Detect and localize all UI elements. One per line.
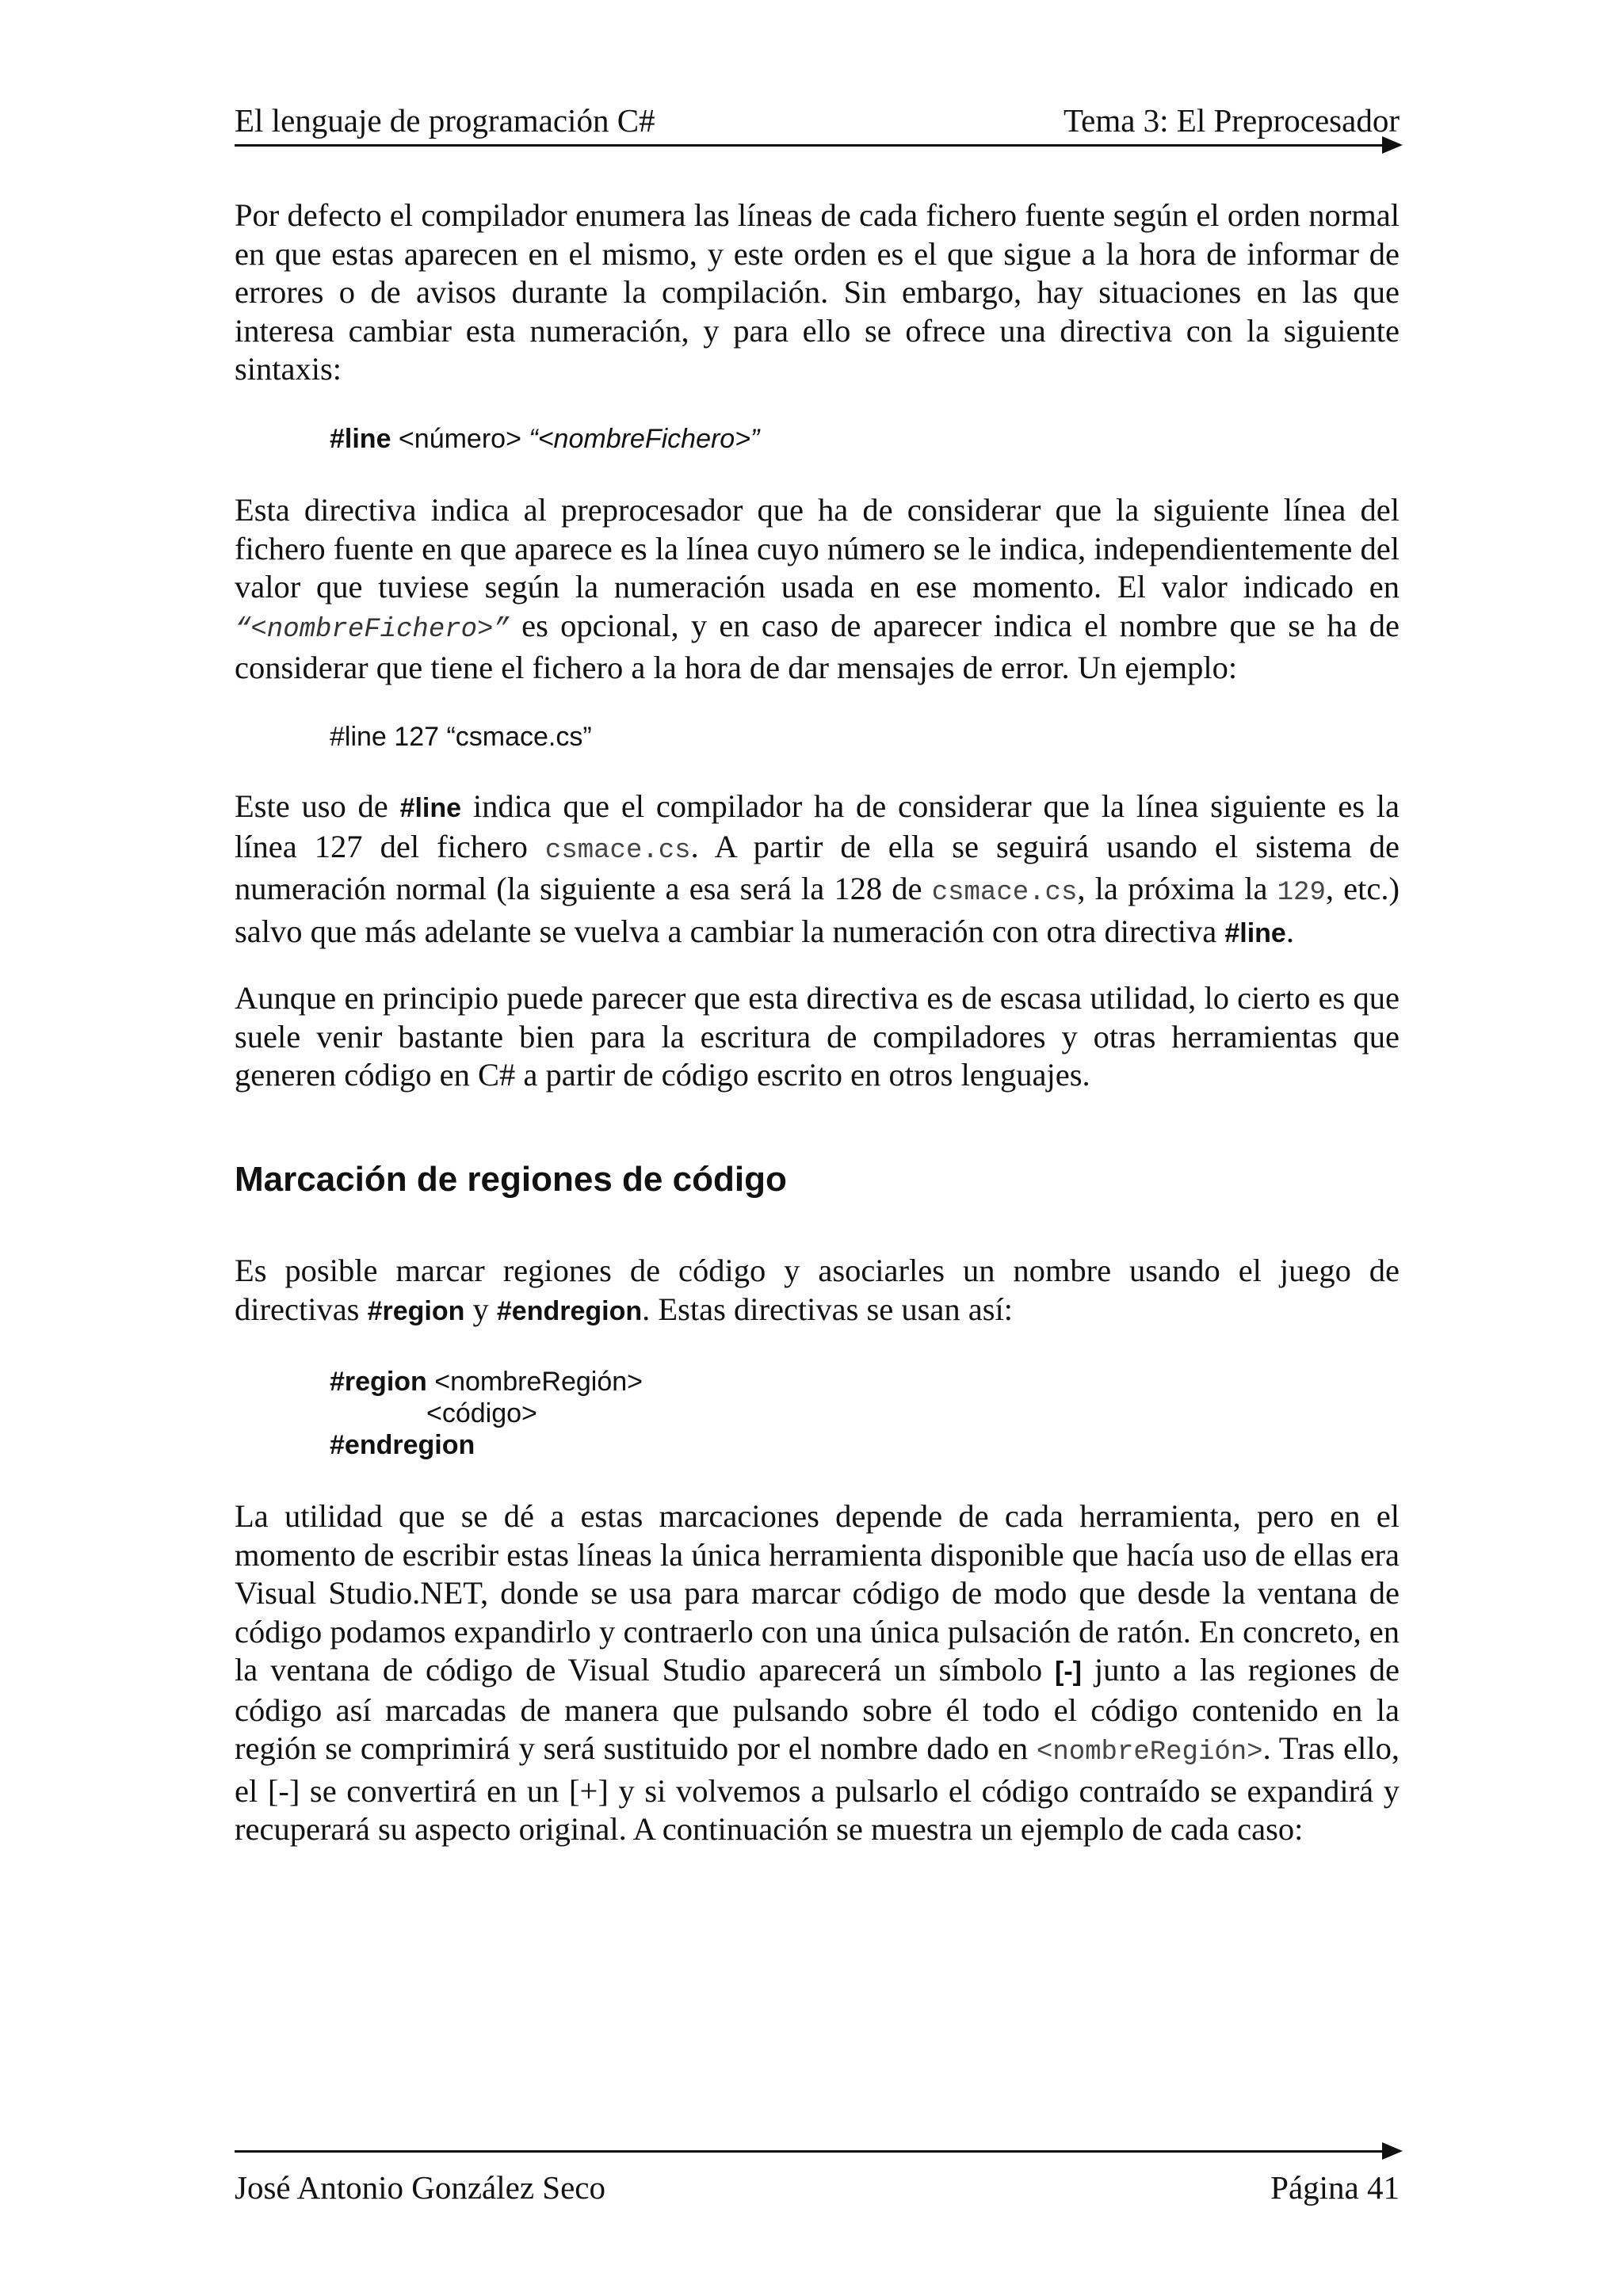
text-run: junto a las regiones de código así marcadas de manera que pulsando sobre él todo el código contenido en la región se comprimirá y será sustituido por el nombre dado en (235, 1652, 1400, 1766)
inline-keyword-line: #line (1224, 917, 1286, 948)
inline-code-file: csmace.cs (931, 878, 1078, 908)
text-run: Esta directiva indica al preprocesador que ha de considerar que la siguiente línea del fichero fuente en que aparece es la línea cuyo número se le indica, independientemente del valor que tuviese según la numeración usada en ese momento. El valor indicado en (235, 492, 1400, 605)
paragraph-intro: Por defecto el compilador enumera las líneas de cada fichero fuente según el orden normal en que estas aparecen en el mismo, y este orden es el que sigue a la hora de informar de errores o de avisos durante la compilación. Sin embargo, hay situaciones en las que interesa cambiar esta numeración, y para ello se ofrece una directiva con la siguiente sintaxis: (235, 197, 1400, 387)
header-rule (235, 144, 1388, 147)
code-keyword-region: #region (330, 1367, 427, 1397)
text-run: , etc.) salvo que más adelante se vuelva a cambiar la numeración con otra directiva (235, 871, 1400, 949)
code-region-block (330, 1366, 643, 1461)
text-run: La utilidad que se dé a estas marcaciones depende de cada herramienta, pero en el momento de escribir estas líneas la única herramienta disponible que hacía uso de ellas era Visual Studio.NET, donde se usa para marcar código de modo que desde la ventana de código podamos expandirlo y contraerlo con una única pulsación de ratón. En concreto, en la ventana de código de Visual Studio aparecerá un símbolo (235, 1498, 1400, 1688)
inline-code-file: csmace.cs (544, 835, 691, 866)
code-keyword-endregion: #endregion (330, 1430, 475, 1460)
text-run: . A partir de ella se seguirá usando el sistema de numeración normal (la siguiente a esa será la 128 de (235, 828, 1400, 906)
code-line: <código> (426, 1398, 537, 1428)
header-chapter-title: Tema 3: El Preprocesador (1063, 102, 1400, 139)
text-run: Este uso de (235, 788, 400, 824)
syntax-keyword: #line (330, 424, 391, 454)
text-run: . Tras ello, el [-] se convertirá en un [+] y si volvemos a pulsarlo el código contraído se expandirá y recuperará su aspecto original. A continuación se muestra un ejemplo de cada caso: (235, 1730, 1400, 1847)
inline-code-filename: “<nombreFichero>” (235, 614, 510, 645)
inline-keyword-line: #line (399, 793, 462, 823)
code-region-name: <nombreRegión> (426, 1367, 643, 1397)
paragraph-regions-intro (235, 1252, 1400, 1330)
text-run: . Estas directivas se usan así: (642, 1291, 1014, 1327)
text-run: . (1285, 913, 1294, 949)
text-run: Es posible marcar regiones de código y asociarles un nombre usando el juego de directivas (235, 1253, 1400, 1327)
inline-symbol-collapse: [-] (1055, 1657, 1082, 1687)
footer-page-number: Página 41 (1270, 2169, 1400, 2206)
text-run: indica que el compilador ha de considerar que la línea siguiente es la línea 127 del fichero (235, 788, 1400, 864)
paragraph-example-explanation (235, 788, 1400, 952)
header-book-title: El lenguaje de programación C# (235, 102, 655, 139)
footer-arrow-icon (1382, 2142, 1403, 2160)
syntax-filename: “<nombreFichero>” (529, 424, 760, 454)
syntax-number: <número> (391, 424, 529, 454)
header-arrow-icon (1382, 136, 1403, 154)
paragraph-directive-explanation (235, 491, 1400, 688)
code-line (330, 1366, 643, 1398)
text-run: y (464, 1291, 497, 1327)
footer-rule (235, 2150, 1388, 2153)
text-run: es opcional, y en caso de aparecer indica el nombre que se ha de considerar que tiene el fichero a la hora de dar mensajes de error. Un ejemplo: (235, 607, 1400, 685)
inline-code-region-name: <nombreRegión> (1036, 1737, 1263, 1768)
text-run: , la próxima la (1077, 871, 1277, 906)
paragraph-visual-studio (235, 1497, 1400, 1849)
section-heading: Marcación de regiones de código (235, 1160, 787, 1199)
footer-author: José Antonio González Seco (235, 2169, 605, 2206)
inline-keyword-endregion: #endregion (496, 1295, 643, 1326)
line-syntax (330, 423, 759, 455)
paragraph-usefulness: Aunque en principio puede parecer que esta directiva es de escasa utilidad, lo cierto es que suele venir bastante bien para la escritura de compiladores y otras herramientas que generen código en C# a partir de código escrito en otros lenguajes. (235, 980, 1400, 1093)
code-example-line: #line 127 “csmace.cs” (330, 722, 592, 752)
inline-keyword-region: #region (367, 1295, 465, 1326)
inline-code-number: 129 (1277, 878, 1326, 908)
